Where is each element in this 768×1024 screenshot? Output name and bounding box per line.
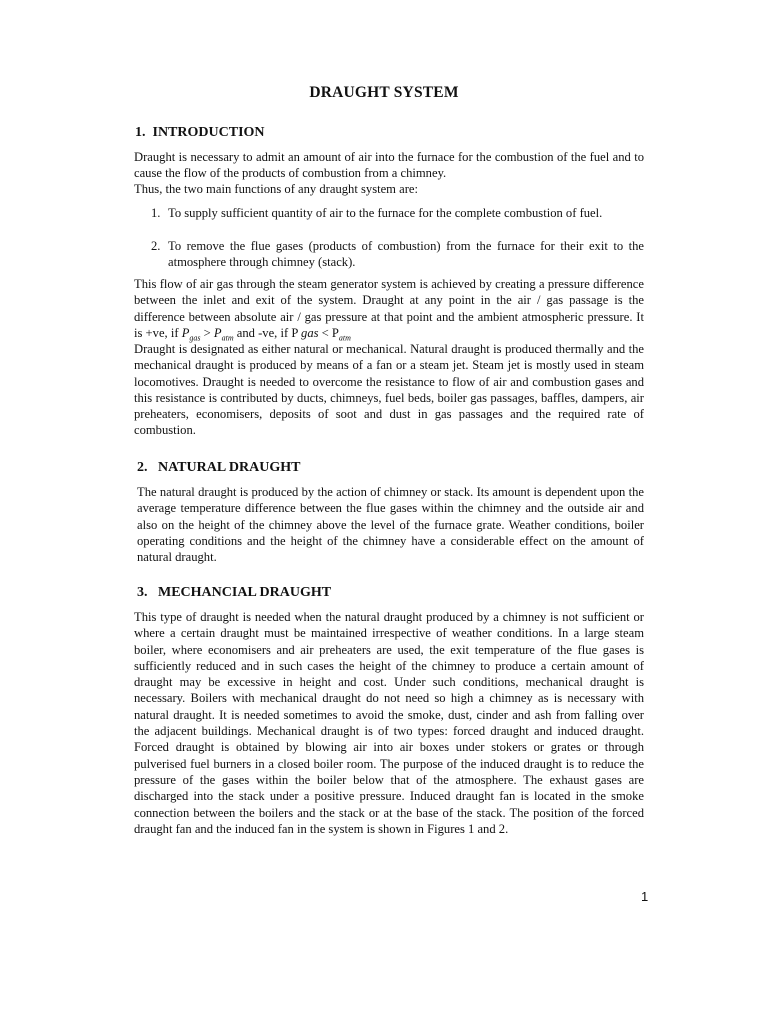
section-heading-mechanical-draught bbox=[137, 585, 331, 601]
intro-functions-lead: Thus, the two main functions of any draught system are: bbox=[134, 182, 418, 196]
section-title: MECHANCIAL DRAUGHT bbox=[158, 585, 332, 600]
formula-sub-atm: atm bbox=[221, 333, 234, 343]
list-item bbox=[151, 238, 644, 271]
formula-gas: gas bbox=[301, 325, 319, 340]
pressure-text-mid: and -ve, if P bbox=[233, 325, 302, 340]
list-item bbox=[151, 205, 644, 221]
mechanical-draught-paragraph: This type of draught is needed when the natural draught produced by a chimney is not sufficient or where a certain draught must be maintained irrespective of weather conditions. In a large steam boiler, where economisers and air preheaters are used, the exit temperature of the flue gases is sufficiently reduced and in such cases the height of the chimney to produce a certain amount of draught may be excessive in height and cost. Under such conditions, mechanical draught is necessary. Boilers with mechanical draught do not need so high a chimney as is necessary with natural draught. It is needed sometimes to avoid the smoke, dust, cinder and ash from falling over the adjacent buildings. Mechanical draught is of two types: forced draught and induced draught. Forced draught is obtained by blowing air into air boxes under stokers or grates or through pulverised fuel burners in a closed boiler room. The purpose of the induced draught is to reduce the pressure of the gases within the boiler below that of the atmosphere. The exhaust gases are discharged into the stack under a positive pressure. Induced draught fan is located in the smoke connection between the boilers and the stack or at the base of the stack. The position of the forced draught fan and the induced fan in the system is shown in Figures 1 and 2. bbox=[134, 610, 644, 836]
section-heading-natural-draught bbox=[137, 460, 300, 476]
section-title: INTRODUCTION bbox=[152, 125, 265, 140]
pressure-text: This flow of air gas through the steam generator system is achieved by creating a pressure difference between the inlet and exit of the system. Draught at any point in the air / gas passage is the difference between absolute air / gas pressure at that point and the ambient atmospheric pressure. It is +ve, if bbox=[134, 277, 644, 340]
section-number: 1. bbox=[135, 125, 146, 140]
pressure-difference-paragraph bbox=[134, 276, 644, 341]
formula-p: P bbox=[181, 325, 190, 340]
formula-sub-gas: gas bbox=[189, 333, 201, 343]
document-title: DRAUGHT SYSTEM bbox=[309, 84, 459, 101]
natural-draught-paragraph: The natural draught is produced by the action of chimney or stack. Its amount is dependent upon the average temperature difference between the flue gases within the chimney and the outside air and also on the height of the chimney above the level of the furnace grate. Weather conditions, boiler operating conditions and the height of the chimney have a considerable effect on the amount of natural draught. bbox=[137, 485, 644, 565]
section-number: 3. bbox=[137, 585, 148, 600]
list-item-text: To supply sufficient quantity of air to the furnace for the complete combustion of fuel. bbox=[168, 206, 603, 220]
formula-sub-atm: atm bbox=[338, 333, 351, 343]
page-number: 1 bbox=[641, 889, 649, 904]
list-item-text: To remove the flue gases (products of combustion) from the furnace for their exit to the atmosphere through chimney (stack). bbox=[168, 239, 644, 270]
list-marker: 2. bbox=[151, 239, 161, 253]
formula-operator: < P bbox=[318, 325, 339, 340]
section-number: 2. bbox=[137, 460, 148, 475]
list-marker: 1. bbox=[151, 206, 161, 220]
intro-paragraph: Draught is necessary to admit an amount of air into the furnace for the combustion of the fuel and to cause the flow of the products of combustion from a chimney. bbox=[134, 150, 644, 181]
formula-p: P bbox=[213, 325, 222, 340]
formula-operator: > bbox=[200, 325, 214, 340]
draught-types-paragraph: Draught is designated as either natural or mechanical. Natural draught is produced thermally and the mechanical draught is produced by means of a fan or a steam jet. Steam jet is mostly used in steam locomotives. Draught is needed to overcome the resistance to flow of air and combustion gases and this resistance is contributed by ducts, chimneys, fuel beds, boiler gas passages, baffles, dampers, air preheaters, economisers, deposits of soot and dust in gas passages and the required rate of combustion. bbox=[134, 342, 644, 438]
section-title: NATURAL DRAUGHT bbox=[158, 460, 301, 475]
section-heading-introduction bbox=[135, 125, 265, 141]
